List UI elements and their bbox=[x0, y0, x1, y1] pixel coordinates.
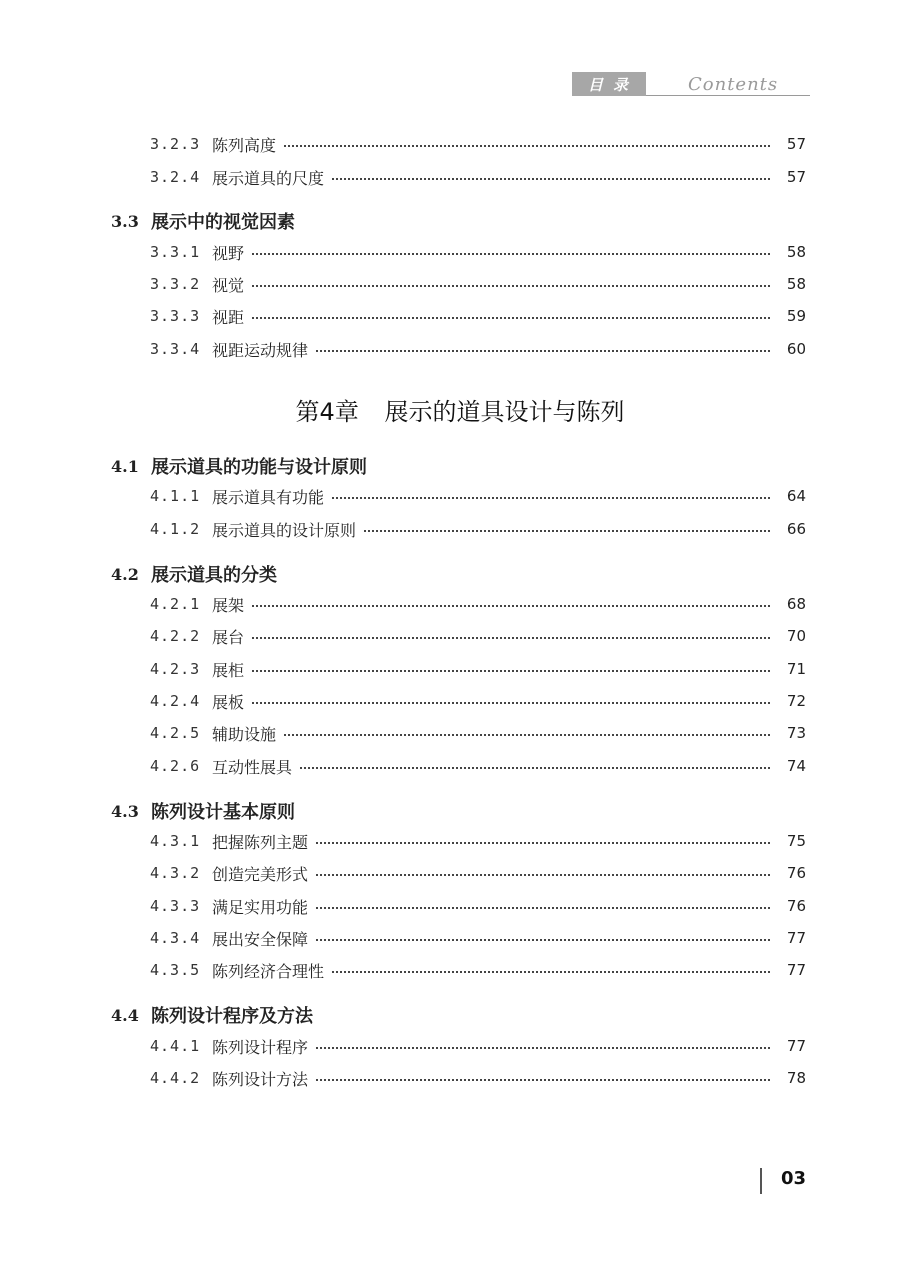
leader-dots bbox=[252, 253, 770, 255]
entry-title: 创造完美形式 bbox=[212, 864, 309, 884]
entry-page: 59 bbox=[786, 307, 806, 325]
leader-dots bbox=[252, 317, 770, 319]
entry-title: 互动性展具 bbox=[212, 757, 293, 777]
entry-page: 71 bbox=[786, 660, 806, 678]
toc-entry[interactable] bbox=[150, 830, 806, 852]
leader-dots bbox=[332, 497, 770, 499]
entry-number: 4.3.5 bbox=[150, 961, 201, 979]
entry-page: 77 bbox=[786, 929, 806, 947]
leader-dots bbox=[316, 842, 770, 844]
entry-page: 68 bbox=[786, 595, 806, 613]
entry-title: 陈列设计程序 bbox=[212, 1037, 309, 1057]
entry-number: 4.2.3 bbox=[150, 660, 201, 678]
entry-title: 视野 bbox=[212, 243, 245, 263]
leader-dots bbox=[316, 350, 770, 352]
toc-section-4-3[interactable] bbox=[111, 798, 295, 824]
entry-page: 60 bbox=[786, 340, 806, 358]
chapter-title[interactable]: 第4章 展示的道具设计与陈列 bbox=[295, 398, 625, 426]
entry-number: 4.3.2 bbox=[150, 864, 201, 882]
leader-dots bbox=[332, 971, 770, 973]
section-number: 4.2 bbox=[111, 564, 139, 584]
entry-page: 77 bbox=[786, 961, 806, 979]
entry-number: 4.2.4 bbox=[150, 692, 201, 710]
entry-number: 3.2.3 bbox=[150, 135, 201, 153]
entry-number: 4.2.5 bbox=[150, 724, 201, 742]
toc-entry[interactable] bbox=[150, 1067, 806, 1089]
entry-page: 78 bbox=[786, 1069, 806, 1087]
leader-dots bbox=[252, 605, 770, 607]
entry-page: 77 bbox=[786, 1037, 806, 1055]
toc-entry[interactable] bbox=[150, 755, 806, 777]
entry-number: 4.4.1 bbox=[150, 1037, 201, 1055]
toc-entry[interactable] bbox=[150, 273, 806, 295]
entry-title: 辅助设施 bbox=[212, 724, 277, 744]
entry-page: 74 bbox=[786, 757, 806, 775]
leader-dots bbox=[332, 178, 770, 180]
toc-entry[interactable] bbox=[150, 927, 806, 949]
toc-entry[interactable] bbox=[150, 625, 806, 647]
entry-number: 4.2.2 bbox=[150, 627, 201, 645]
page-number: 03 bbox=[781, 1168, 807, 1189]
entry-number: 4.1.2 bbox=[150, 520, 201, 538]
leader-dots bbox=[252, 285, 770, 287]
entry-page: 57 bbox=[786, 168, 806, 186]
entry-title: 陈列经济合理性 bbox=[212, 961, 325, 981]
toc-section-4-4[interactable] bbox=[111, 1002, 313, 1028]
entry-title: 满足实用功能 bbox=[212, 897, 309, 917]
entry-number: 4.4.2 bbox=[150, 1069, 201, 1087]
running-header bbox=[572, 72, 810, 97]
toc-entry[interactable] bbox=[150, 518, 806, 540]
toc-entry[interactable] bbox=[150, 241, 806, 263]
entry-title: 展架 bbox=[212, 595, 245, 615]
toc-entry[interactable] bbox=[150, 305, 806, 327]
entry-number: 3.3.3 bbox=[150, 307, 201, 325]
leader-dots bbox=[316, 1079, 770, 1081]
toc-entry[interactable] bbox=[150, 485, 806, 507]
entry-title: 展出安全保障 bbox=[212, 929, 309, 949]
entry-title: 陈列高度 bbox=[212, 135, 277, 155]
entry-page: 75 bbox=[786, 832, 806, 850]
header-english: Contents bbox=[688, 74, 779, 95]
leader-dots bbox=[316, 939, 770, 941]
toc-entry[interactable] bbox=[150, 722, 806, 744]
header-rule bbox=[646, 95, 810, 96]
toc-section-4-1[interactable] bbox=[111, 453, 367, 479]
leader-dots bbox=[252, 670, 770, 672]
section-number: 4.3 bbox=[111, 801, 139, 821]
section-title: 展示中的视觉因素 bbox=[151, 212, 295, 233]
entry-title: 展示道具的尺度 bbox=[212, 168, 325, 188]
entry-title: 视觉 bbox=[212, 275, 245, 295]
header-label: 目录 bbox=[572, 72, 646, 96]
leader-dots bbox=[252, 702, 770, 704]
toc-section-4-2[interactable] bbox=[111, 561, 277, 587]
section-title: 陈列设计基本原则 bbox=[151, 802, 295, 823]
entry-title: 视距 bbox=[212, 307, 245, 327]
entry-title: 展板 bbox=[212, 692, 245, 712]
entry-number: 4.3.3 bbox=[150, 897, 201, 915]
toc-entry[interactable] bbox=[150, 133, 806, 155]
entry-number: 4.1.1 bbox=[150, 487, 201, 505]
entry-page: 70 bbox=[786, 627, 806, 645]
leader-dots bbox=[316, 874, 770, 876]
entry-number: 4.3.1 bbox=[150, 832, 201, 850]
section-title: 展示道具的功能与设计原则 bbox=[151, 457, 367, 478]
toc-section-3-3[interactable] bbox=[111, 208, 295, 234]
leader-dots bbox=[284, 734, 770, 736]
entry-number: 3.3.4 bbox=[150, 340, 201, 358]
entry-title: 展台 bbox=[212, 627, 245, 647]
leader-dots bbox=[284, 145, 770, 147]
entry-page: 73 bbox=[786, 724, 806, 742]
entry-number: 3.3.2 bbox=[150, 275, 201, 293]
leader-dots bbox=[300, 767, 770, 769]
page-number-rule bbox=[760, 1168, 762, 1194]
section-title: 陈列设计程序及方法 bbox=[151, 1006, 313, 1027]
toc-entry[interactable] bbox=[150, 895, 806, 917]
toc-entry[interactable] bbox=[150, 658, 806, 680]
section-number: 4.1 bbox=[111, 456, 139, 476]
entry-page: 64 bbox=[786, 487, 806, 505]
entry-page: 66 bbox=[786, 520, 806, 538]
leader-dots bbox=[364, 530, 770, 532]
entry-number: 4.3.4 bbox=[150, 929, 201, 947]
toc-entry[interactable] bbox=[150, 862, 806, 884]
entry-number: 4.2.1 bbox=[150, 595, 201, 613]
toc-entry[interactable] bbox=[150, 338, 806, 360]
entry-page: 57 bbox=[786, 135, 806, 153]
entry-title: 视距运动规律 bbox=[212, 340, 309, 360]
toc-entry[interactable] bbox=[150, 593, 806, 615]
entry-title: 展示道具的设计原则 bbox=[212, 520, 357, 540]
entry-page: 76 bbox=[786, 864, 806, 882]
leader-dots bbox=[252, 637, 770, 639]
toc-entry[interactable] bbox=[150, 690, 806, 712]
entry-number: 3.2.4 bbox=[150, 168, 201, 186]
entry-page: 72 bbox=[786, 692, 806, 710]
entry-title: 陈列设计方法 bbox=[212, 1069, 309, 1089]
leader-dots bbox=[316, 1047, 770, 1049]
section-number: 3.3 bbox=[111, 211, 139, 231]
leader-dots bbox=[316, 907, 770, 909]
entry-title: 展柜 bbox=[212, 660, 245, 680]
toc-entry[interactable] bbox=[150, 166, 806, 188]
entry-page: 76 bbox=[786, 897, 806, 915]
entry-number: 3.3.1 bbox=[150, 243, 201, 261]
entry-title: 把握陈列主题 bbox=[212, 832, 309, 852]
section-number: 4.4 bbox=[111, 1005, 139, 1025]
entry-number: 4.2.6 bbox=[150, 757, 201, 775]
entry-title: 展示道具有功能 bbox=[212, 487, 325, 507]
toc-entry[interactable] bbox=[150, 959, 806, 981]
entry-page: 58 bbox=[786, 275, 806, 293]
entry-page: 58 bbox=[786, 243, 806, 261]
section-title: 展示道具的分类 bbox=[151, 565, 277, 586]
toc-entry[interactable] bbox=[150, 1035, 806, 1057]
